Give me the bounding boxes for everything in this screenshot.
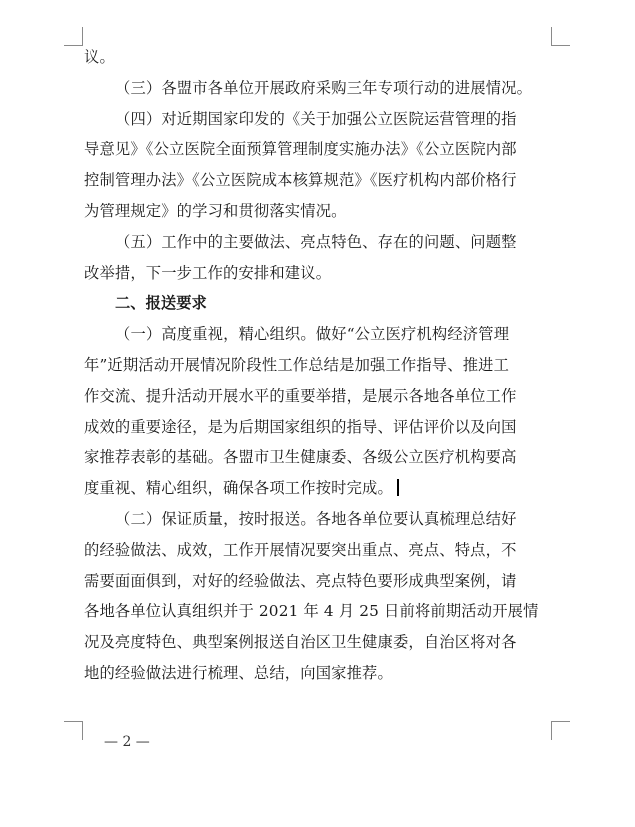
text-line: 地的经验做法进行梳理、总结，向国家推荐。 [84,663,393,682]
text-line: （五）工作中的主要做法、亮点特色、存在的问题、问题整 [115,232,517,251]
text-line: （三）各盟市各单位开展政府采购三年专项行动的进展情况。 [115,78,533,97]
document-body[interactable] [84,42,552,689]
text-line: 各地各单位认真组织并于 2021 年 4 月 25 日前将前期活动开展情 [84,602,539,621]
text-line: 年”近期活动开展情况阶段性工作总结是加强工作指导、推进工 [84,355,510,374]
text-line: （二）保证质量，按时报送。各地各单位要认真梳理总结好 [115,509,517,528]
page-number: — 2 — [104,734,150,750]
text-line: 控制管理办法》《公立医院成本核算规范》《医疗机构内部价格行 [84,171,517,190]
text-line: （四）对近期国家印发的《关于加强公立医院运营管理的指 [115,109,517,128]
text-line: （一）高度重视，精心组织。做好“公立医疗机构经济管理 [115,325,510,344]
text-line: 作交流、提升活动开展水平的重要举措，是展示各地各单位工作 [84,386,517,405]
text-line: 成效的重要途径，是为后期国家组织的指导、评估评价以及向国 [84,417,517,436]
section-heading: 二、报送要求 [115,294,207,313]
text-line-with-caret [84,473,552,504]
text-line: 需要面面俱到，对好的经验做法、亮点特色要形成典型案例，请 [84,571,517,590]
text-line: 议。 [84,48,115,66]
text-line: 改举措，下一步工作的安排和建议。 [84,263,332,282]
crop-mark-top-right [551,27,570,46]
text-cursor [397,479,399,496]
crop-mark-bottom-right [551,721,570,740]
text-line: 度重视、精心组织，确保各项工作按时完成。 [84,479,393,498]
text-line: 为管理规定》的学习和贯彻落实情况。 [84,201,347,220]
text-line: 导意见》《公立医院全面预算管理制度实施办法》《公立医院内部 [84,140,517,159]
text-line: 家推荐表彰的基础。各盟市卫生健康委、各级公立医疗机构要高 [84,448,517,467]
text-line: 况及亮度特色、典型案例报送自治区卫生健康委，自治区将对各 [84,633,517,652]
text-line: 的经验做法、成效，工作开展情况要突出重点、亮点、特点，不 [84,540,517,559]
crop-mark-bottom-left [64,721,83,740]
crop-mark-top-left [64,27,83,46]
